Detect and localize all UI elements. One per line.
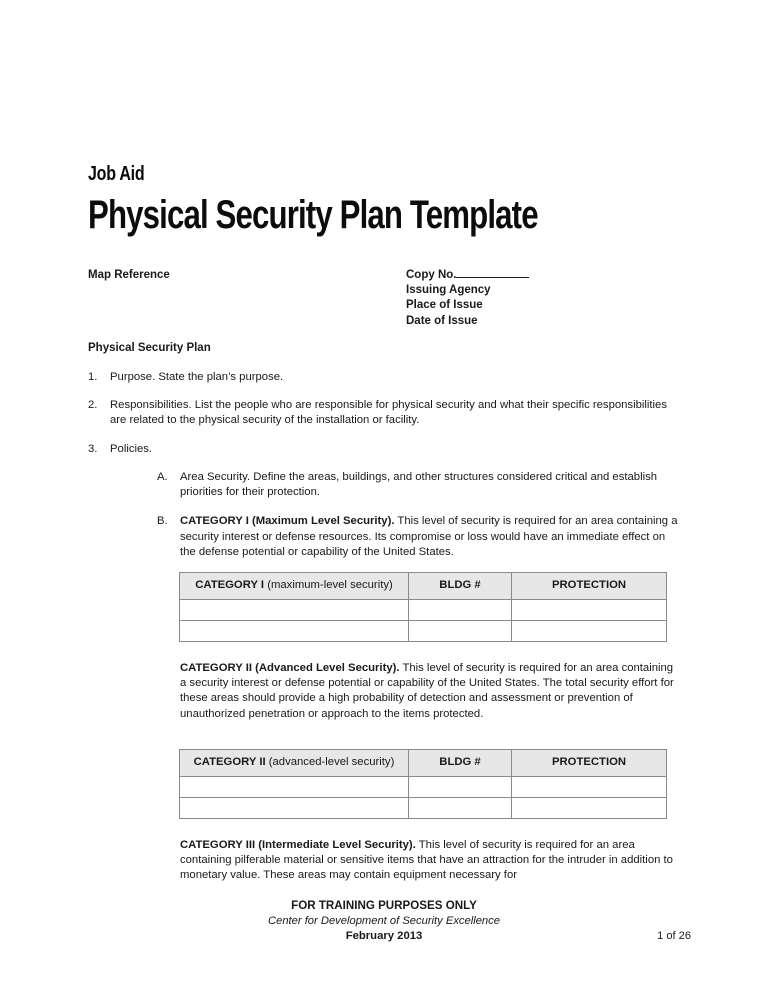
paragraph-lead: CATEGORY III (Intermediate Level Security).	[180, 839, 416, 851]
page-number: 1 of 26	[657, 930, 691, 942]
cell-bldg[interactable]	[409, 599, 512, 620]
copy-no-field	[406, 268, 529, 283]
protection-header-text: PROTECTION	[551, 756, 627, 768]
category-name-normal: (maximum-level security)	[267, 579, 393, 591]
cell-category[interactable]	[180, 776, 409, 797]
footer-organization: Center for Development of Security Excellence	[268, 914, 500, 927]
list-marker: 1.	[88, 371, 98, 383]
cell-bldg[interactable]	[409, 776, 512, 797]
footer-date: February 2013	[345, 930, 423, 942]
header-cell-protection	[512, 750, 667, 777]
list-item	[88, 398, 680, 428]
bldg-header-text: BLDG #	[439, 756, 481, 768]
copy-no-label: Copy No.	[406, 269, 457, 281]
list-marker: 3.	[88, 442, 98, 455]
list-item	[157, 514, 679, 560]
list-item-text: Responsibilities. List the people who are responsible for physical security and what their specific responsibilities are related to the physical security of the installation or facility.	[110, 399, 667, 427]
list-marker: A.	[157, 471, 168, 483]
category-name-strong: CATEGORY II	[193, 756, 269, 768]
paragraph-text: This level of security is required for an area containing a security interest or defense potential or capability of the United States. The total security effort for these areas should provide a high probability of detection and assessment or prevention of unauthorized penetration or approach to the items protected.	[180, 662, 674, 720]
table-header-row	[180, 573, 667, 600]
header-cell-category	[180, 750, 409, 777]
numbered-list	[88, 370, 680, 457]
eyebrow-job-aid: Job Aid	[88, 163, 145, 185]
list-item-text: This level of security is required for an area containing a security interest or defense resources. Its compromise or loss would have an immediate effect on the defense potential or capability of the United States.	[180, 515, 678, 558]
header-cell-bldg	[409, 750, 512, 777]
header-cell-category	[180, 573, 409, 600]
cell-protection[interactable]	[512, 797, 667, 818]
cell-bldg[interactable]	[409, 797, 512, 818]
header-cell-protection	[512, 573, 667, 600]
paragraph-lead: CATEGORY II (Advanced Level Security).	[180, 662, 400, 674]
table-header-row	[180, 750, 667, 777]
list-item-text: Purpose. State the plan’s purpose.	[110, 371, 284, 383]
list-item-lead: CATEGORY I (Maximum Level Security).	[180, 515, 395, 528]
paragraph-text: This level of security is required for an area containing pilferable material or sensitive items that have an attraction for the intruder in addition to monetary value. These areas may contain equipment necessary for	[180, 839, 673, 882]
protection-header-text: PROTECTION	[551, 579, 627, 591]
date-of-issue-label: Date of Issue	[406, 314, 478, 327]
footer-training-notice: FOR TRAINING PURPOSES ONLY	[291, 899, 477, 912]
table-row[interactable]	[180, 776, 667, 797]
masthead	[88, 163, 688, 236]
category-2-table	[179, 749, 667, 819]
issuance-fields	[406, 268, 529, 329]
category-3-paragraph	[180, 838, 680, 884]
lettered-list	[157, 470, 679, 574]
place-of-issue-label: Place of Issue	[406, 299, 483, 312]
cell-bldg[interactable]	[409, 620, 512, 641]
list-item	[88, 442, 680, 457]
cell-protection[interactable]	[512, 776, 667, 797]
table-row[interactable]	[180, 599, 667, 620]
bldg-header-text: BLDG #	[439, 579, 481, 591]
cell-category[interactable]	[180, 620, 409, 641]
map-reference-label	[88, 268, 170, 283]
category-name-strong: CATEGORY I	[195, 579, 268, 591]
list-marker: B.	[157, 515, 168, 528]
header-cell-bldg	[409, 573, 512, 600]
issuing-agency-label: Issuing Agency	[406, 284, 491, 297]
map-reference-text: Map Reference	[88, 269, 170, 281]
cell-protection[interactable]	[512, 599, 667, 620]
list-item-text: Area Security. Define the areas, buildings, and other structures considered critical and establish priorities for their protection.	[180, 471, 658, 499]
table-row[interactable]	[180, 797, 667, 818]
copy-no-blank	[456, 268, 529, 278]
cell-category[interactable]	[180, 797, 409, 818]
page-footer	[0, 898, 768, 945]
page-title: Physical Security Plan Template	[88, 193, 538, 237]
list-item-text: Policies.	[110, 442, 153, 455]
footer-bottom-row	[0, 929, 768, 945]
cell-category[interactable]	[180, 599, 409, 620]
list-item	[88, 370, 680, 385]
list-item	[157, 470, 679, 500]
cell-protection[interactable]	[512, 620, 667, 641]
section-heading: Physical Security Plan	[88, 342, 211, 354]
table-row[interactable]	[180, 620, 667, 641]
category-name-normal: (advanced-level security)	[268, 756, 395, 768]
category-2-paragraph	[180, 661, 680, 722]
list-marker: 2.	[88, 399, 98, 412]
category-1-table	[179, 572, 667, 642]
